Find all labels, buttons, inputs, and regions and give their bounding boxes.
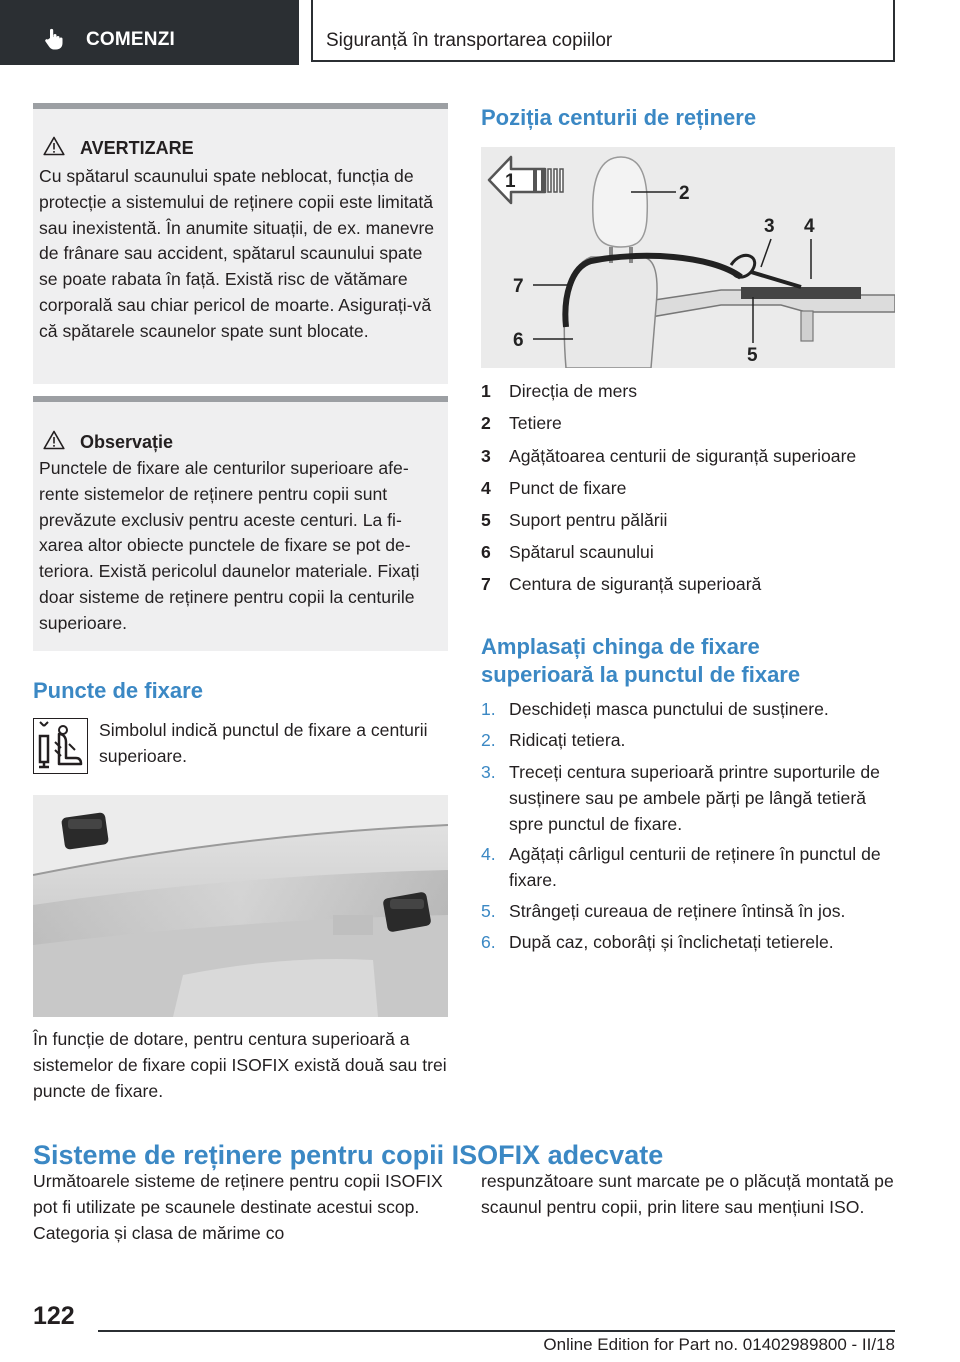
note-box xyxy=(33,396,448,651)
belt-position-heading: Poziția centurii de reținere xyxy=(481,105,757,130)
parcel-shelf-image xyxy=(33,795,448,1017)
chapter-tab-label: COMENZI xyxy=(86,29,176,50)
anchor-points-photo xyxy=(33,795,448,1017)
diagram-label-3: 3 xyxy=(764,216,775,237)
edition-info: Online Edition for Part no. 01402989800 - II/18 xyxy=(543,1335,895,1354)
diagram-label-2: 2 xyxy=(679,183,690,204)
section-title: Siguranță în transportarea copiilor xyxy=(326,30,613,51)
footer-divider xyxy=(98,1330,895,1332)
page-number: 122 xyxy=(33,1302,75,1330)
warning-box xyxy=(33,103,448,384)
anchor-symbol-description: Simbolul indică punctul de fixare a centurii superioare. xyxy=(99,720,428,766)
step-item: 3. Treceți centura superioară printre suporturile de susținere sau pe ambele părți pe lângă tetieră spre punctul de fixare. xyxy=(481,762,880,834)
isofix-text-col2: respunzătoare sunt marcate pe o plăcuță montată pe scaunul pentru copii, prin litere sau mențiuni ISO. xyxy=(481,1171,894,1217)
diagram-label-5: 5 xyxy=(747,345,758,366)
belt-position-diagram xyxy=(481,147,895,368)
attach-heading-line1: Amplasați chinga de fixare xyxy=(481,634,760,659)
isofix-text-col1: Următoarele sisteme de reținere pentru copii ISOFIX pot fi utilizate pe scaunele destinate acestui scop. Categoria și clasa de mărime co xyxy=(33,1171,443,1243)
anchor-points-heading: Puncte de fixare xyxy=(33,678,203,703)
diagram-label-4: 4 xyxy=(804,216,815,237)
step-item: 5. Strângeți cureaua de reținere întinsă în jos. xyxy=(481,901,846,921)
diagram-label-7: 7 xyxy=(513,276,524,297)
attach-heading-line2: superioară la punctul de fixare xyxy=(481,662,801,687)
step-item: 2. Ridicați tetiera. xyxy=(481,730,626,750)
step-item: 1. Deschideți masca punctului de susținere. xyxy=(481,699,829,719)
note-text: Punctele de fixare ale centurilor superioare aferente sistemelor de reținere pentru copii sunt prevăzute exclusiv pentru aceste centuri. La fixarea altor obiecte punctele de fixare se pot deteriora. Există pericolul daunelor materiale. Fixați doar sisteme de reținere pentru copii la centurile superioare. xyxy=(39,458,420,633)
warning-triangle-icon xyxy=(43,136,65,156)
note-title: Observație xyxy=(80,432,174,452)
top-tether-symbol-icon xyxy=(33,718,88,774)
step-item: 6. După caz, coborâți și înclichetați tetierele. xyxy=(481,932,834,952)
warning-title: AVERTIZARE xyxy=(80,138,194,158)
diagram-label-1: 1 xyxy=(505,171,516,192)
section-title-bar xyxy=(311,0,895,62)
hand-pointer-icon xyxy=(42,27,66,51)
photo-caption: În funcție de dotare, pentru centura superioară a sistemelor de fixare copii ISOFIX există două sau trei puncte de fixare. xyxy=(33,1029,447,1101)
isofix-heading: Sisteme de reținere pentru copii ISOFIX adecvate xyxy=(33,1140,664,1170)
chapter-tab[interactable] xyxy=(0,0,299,65)
headrest-diagram-image xyxy=(481,147,895,368)
warning-text: Cu spătarul scaunului spate neblocat, funcția de protecție a sistemului de reținere copii este limitată sau inexistentă. În anumite situații, de ex. manevre de frânare sau accident, spătarul scaunului spate se poate rabata în față. Există risc de vătămare corporală sau chiar pericol de moarte. Asigurați-vă că spătarele scaunelor spate sunt blocate. xyxy=(39,166,435,341)
caution-triangle-icon xyxy=(43,430,65,450)
diagram-label-6: 6 xyxy=(513,330,524,351)
step-item: 4. Agățați cârligul centurii de reținere în punctul de fixare. xyxy=(481,844,881,890)
